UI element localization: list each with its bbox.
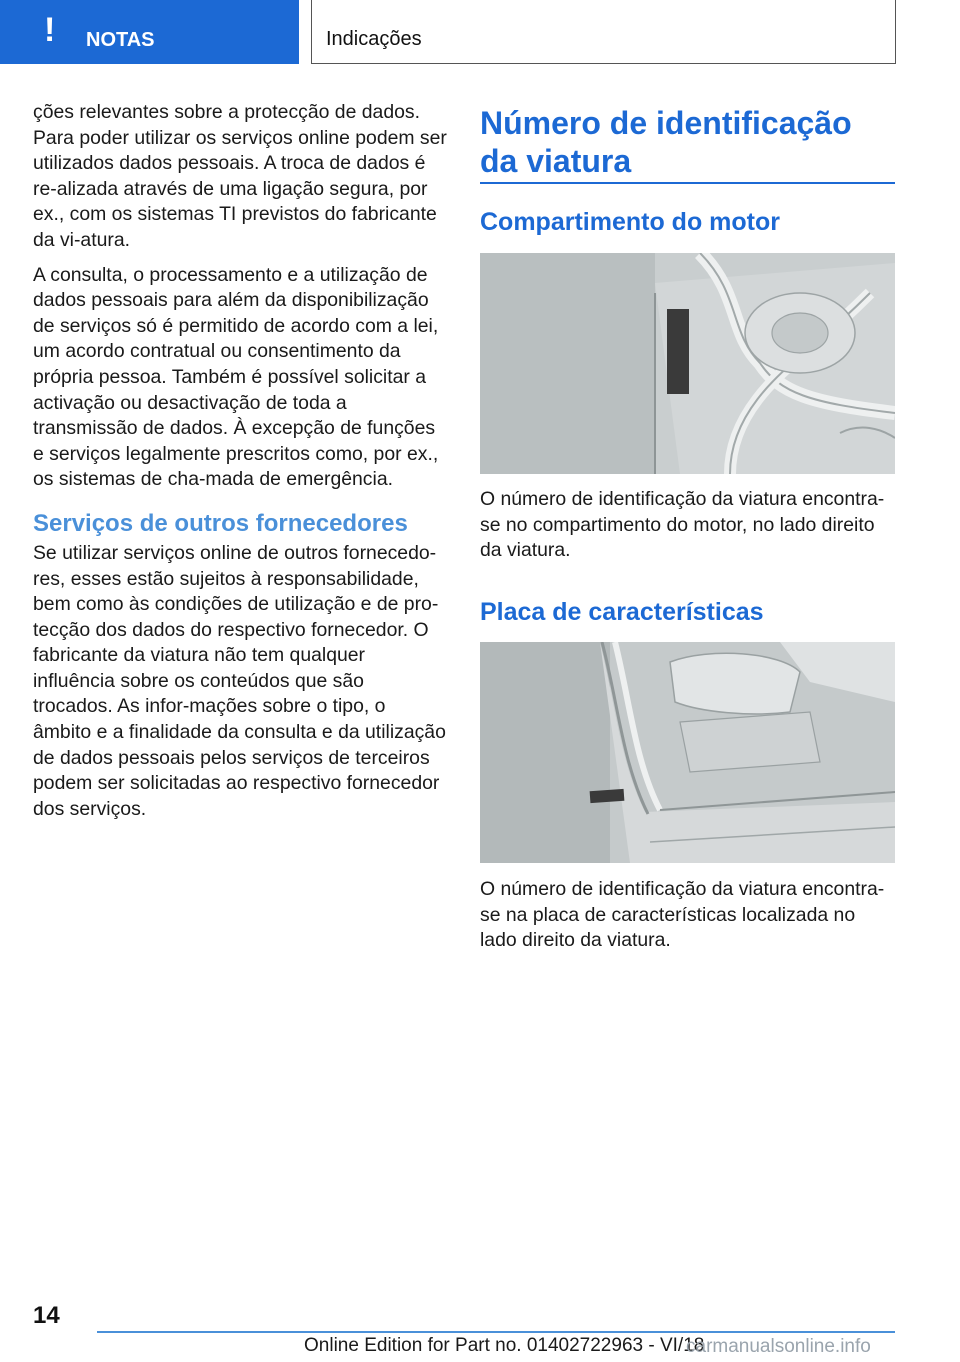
type-plate-caption: O número de identificação da viatura encontra-se na placa de características localizada no lado direito da viatura. bbox=[480, 878, 885, 952]
paragraph-data-protection: ções relevantes sobre a protecção de dados. Para poder utilizar os serviços online podem ser utilizados dados pessoais. A troca de dados é re-alizada através de uma ligação segura, por ex., com os sistemas TI previstos do fabricante da vi-atura. bbox=[33, 101, 447, 251]
heading-type-plate: Placa de características bbox=[480, 598, 764, 626]
engine-compartment-illustration bbox=[480, 253, 895, 474]
footer-rule bbox=[97, 1331, 895, 1333]
title-underline bbox=[480, 182, 895, 184]
header-tab-label: NOTAS bbox=[86, 29, 155, 51]
right-column-title bbox=[480, 104, 895, 180]
engine-compartment-caption: O número de identificação da viatura encontra-se no compartimento do motor, no lado direito da viatura. bbox=[480, 488, 885, 562]
paragraph-personal-data: A consulta, o processamento e a utilização de dados pessoais para além da disponibilização de serviços só é permitido de acordo com a lei, um acordo contratual ou consentimento da própria pessoa. Também é possível solicitar a activação ou desactivação de toda a transmissão de dados. À excepção de funções e serviços legalmente prescritos como, por ex., os sistemas de cha-mada de emergência. bbox=[33, 263, 439, 491]
type-plate-image bbox=[480, 642, 895, 863]
footer-edition: Online Edition for Part no. 01402722963 - VI/18 bbox=[304, 1335, 705, 1356]
header-section-title: Indicações bbox=[326, 28, 422, 50]
heading-engine-compartment: Compartimento do motor bbox=[480, 208, 780, 236]
heading-third-party-services: Serviços de outros fornecedores bbox=[33, 509, 408, 537]
page-title: Número de identificação da viatura bbox=[480, 105, 852, 179]
engine-compartment-image bbox=[480, 253, 895, 474]
exclamation-icon: ! bbox=[44, 11, 56, 49]
paragraph-third-party: Se utilizar serviços online de outros fornecedo-res, esses estão sujeitos à responsabilidade, bem como às condições de utilização e de pro-tecção dos dados do respectivo fornecedor. O fabricante da viatura não tem qualquer influência sobre os conteúdos que são trocados. As infor-mações sobre o tipo, o âmbito e a finalidade da consulta e da utilização de dados pessoais pelos serviços de terceiros podem ser solicitadas ao respectivo fornecedor dos serviços. bbox=[33, 541, 446, 820]
type-plate-illustration bbox=[480, 642, 895, 863]
page-number: 14 bbox=[33, 1302, 60, 1329]
watermark: carmanualsonline.info bbox=[686, 1336, 871, 1357]
left-column bbox=[33, 100, 449, 831]
